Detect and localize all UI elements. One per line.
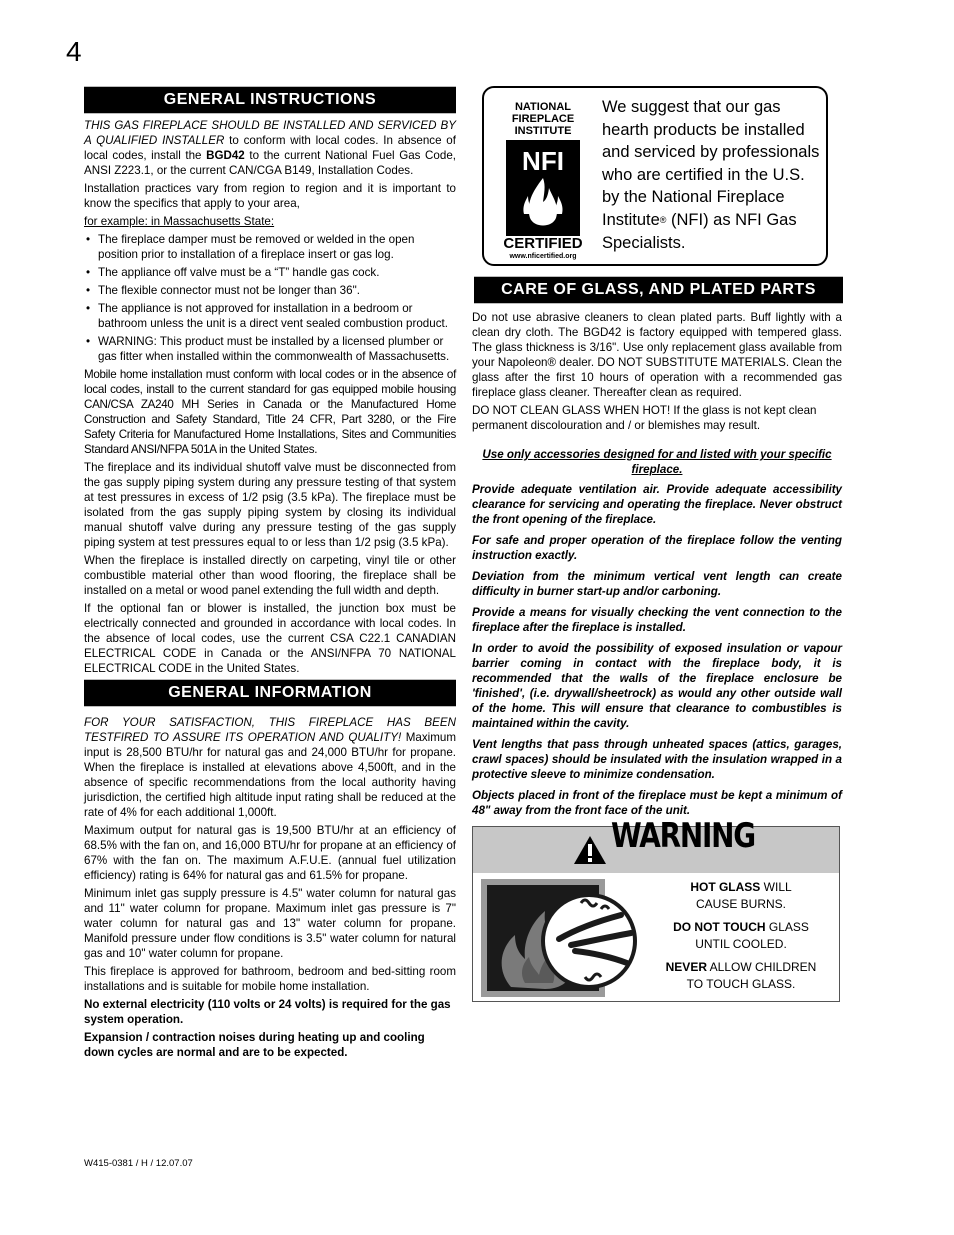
- list-item: • The fireplace damper must be removed or welded in the open position prior to installation of a fireplace insert or gas log.: [84, 232, 456, 262]
- massachusetts-list: [84, 232, 456, 364]
- warning-paragraph: Objects placed in front of the fireplace must be kept a minimum of 48" away from the front face of the unit.: [472, 789, 842, 817]
- electricity-note: No external electricity (110 volts or 24 volts) is required for the gas system operation.: [84, 998, 451, 1026]
- noise-note: Expansion / contraction noises during heating up and cooling down cycles are normal and are to be expected.: [84, 1031, 425, 1059]
- warning-title: WARNING: [611, 816, 755, 856]
- warning-panel: [473, 873, 839, 1001]
- satisfaction-paragraph: FOR YOUR SATISFACTION, THIS FIREPLACE HAS BEEN TESTFIRED TO ASSURE ITS OPERATION AND QUALITY! Maximum input is 28,500 BTU/hr for natural gas and 24,000 BTU/hr for propane. When the fireplace is installed at elevations above 4,500ft, and in the absence of specific recommendations from the local authority having jurisdiction, the certified high altitude input rating shall be reduced at the rate of 4% for each additional 1,000ft.: [84, 716, 456, 819]
- warning-line: DO NOT TOUCH GLASS: [673, 920, 809, 934]
- hot-glass-paragraph: DO NOT CLEAN GLASS WHEN HOT! If the glass is not kept clean permanent discolouration and / or blemishes may result.: [472, 404, 817, 432]
- logo-line-institute: INSTITUTE: [514, 125, 572, 137]
- pressure-paragraph: Minimum inlet gas supply pressure is 4.5" water column for natural gas and 11" water column for propane. Maximum inlet gas pressure is 7" water column for natural gas and 13" water column for propane. Manifold pressure under flow conditions is 3.5" water column for natural gas and 10" water column for propane.: [84, 887, 456, 960]
- warning-line: HOT GLASS WILL: [690, 880, 792, 894]
- logo-url: www.nficertified.org: [509, 253, 577, 260]
- warning-line: NEVER ALLOW CHILDREN: [665, 960, 817, 974]
- list-item: • The appliance off valve must be a “T” handle gas cock.: [84, 265, 456, 280]
- general-instructions-heading: GENERAL INSTRUCTIONS: [84, 86, 456, 114]
- glass-care-paragraph: Do not use abrasive cleaners to clean plated parts. Buff lightly with a clean dry cloth. The BGD42 is factory equipped with tempered glass. The glass thickness is 3/16". Use only replacement glass available from your Napoleon® dealer. DO NOT SUBSTITUTE MATERIALS. Clean the glass after the first 10 hours of operation with a recommended gas fireplace glass cleaner. Thereafter clean as required.: [472, 311, 842, 399]
- logo-certified: CERTIFIED: [503, 235, 583, 252]
- list-item: • WARNING: This product must be installed by a licensed plumber or gas fitter when installed within the commonwealth of Massachusetts.: [84, 334, 456, 364]
- warning-paragraph: Vent lengths that pass through unheated spaces (attics, garages, crawl spaces) should be insulated with the insulation wrapped in a protective sleeve to minimize condensation.: [472, 738, 842, 781]
- logo-mark: NFI: [522, 146, 564, 176]
- warning-paragraph: In order to avoid the possibility of exposed insulation or vapour barrier coming in contact with the fireplace body, it is recommended that the walls of the fireplace enclosure be 'finished', (i.e. drywall/sheetrock) as would any other outside wall of the home. This will ensure that clearance to combustibles is maintained within the cavity.: [472, 642, 842, 730]
- fan-paragraph: If the optional fan or blower is installed, the junction box must be electrically connected and grounded in accordance with local codes. In the absence of local codes, use the current CSA C22.1 CANADIAN ELECTRICAL CODE in Canada or the ANSI/NFPA 70 NATIONAL ELECTRICAL CODE in the United States.: [84, 602, 456, 675]
- warning-paragraph: For safe and proper operation of the fireplace follow the venting instruction exactly.: [472, 534, 842, 562]
- carpet-paragraph: When the fireplace is installed directly on carpeting, vinyl tile or other combustible material other than wood flooring, the fireplace shall be installed on a metal or wood panel extending the full width and depth.: [84, 554, 456, 597]
- page-number: 4: [66, 36, 82, 67]
- mobile-home-paragraph: Mobile home installation must conform with local codes or in the absence of local codes, install to the current standard for gas equipped mobile housing CAN/CSA ZA240 MH Series in Canada or the Manufactured Home Construction and Safety Standard, Title 24 CFR, Part 3280, or the Fire Safety Criteria for Manufactured Home Installations, Sites and Communities Standard ANSI/NFPA 501A in the United States.: [84, 368, 456, 456]
- output-paragraph: Maximum output for natural gas is 19,500 BTU/hr at an efficiency of 68.5% with the fan on, and 16,000 BTU/hr for propane at an efficiency of 67% with the fan on. The maximum A.F.U.E. (annual fuel utilization efficiency) rating is 64% for natural gas and 61.5% for propane.: [84, 824, 456, 882]
- warning-line: TO TOUCH GLASS.: [686, 977, 796, 991]
- list-item: • The appliance is not approved for installation in a bedroom or bathroom unless the unit is a direct vent sealed combustion product.: [84, 301, 456, 331]
- warning-text: [651, 879, 831, 993]
- care-of-glass-heading: CARE OF GLASS, AND PLATED PARTS: [474, 276, 843, 304]
- general-information-heading: GENERAL INFORMATION: [84, 679, 456, 707]
- nfi-message: We suggest that our gas hearth products be installed and serviced by professionals who are certified in the U.S. by the National Fireplace Institute® (NFI) as NFI Gas Specialists.: [602, 98, 820, 252]
- warning-paragraph: Deviation from the minimum vertical vent length can create difficulty in burner start-up and/or carboning.: [472, 570, 842, 598]
- nfi-certification-box: [482, 86, 828, 266]
- hand-burn-icon: [481, 879, 641, 997]
- warning-line: UNTIL COOLED.: [695, 937, 787, 951]
- practices-paragraph: Installation practices vary from region to region and it is important to know the specifics that apply to your area,: [84, 182, 456, 210]
- warning-paragraph: Provide adequate ventilation air. Provide adequate accessibility clearance for servicing and operating the fireplace. Never obstruct the front opening of the fireplace.: [472, 483, 842, 526]
- shutoff-paragraph: The fireplace and its individual shutoff valve must be disconnected from the gas supply piping system during any pressure testing of that system at test pressures in excess of 1/2 psig (3.5 kPa). The fireplace must be isolated from the gas supply piping system by closing its individual manual shutoff valve during any pressure testing of the gas supply piping system at test pressures equal to or less than 1/2 psig (3.5 kPa).: [84, 461, 456, 549]
- intro-paragraph: THIS GAS FIREPLACE SHOULD BE INSTALLED AND SERVICED BY A QUALIFIED INSTALLER to conform with local codes. In absence of local codes, install the BGD42 to the current National Fuel Gas Code, ANSI Z223.1, or the current CAN/CGA B149, Installation Codes.: [84, 119, 456, 177]
- logo-line-national: NATIONAL: [514, 101, 572, 113]
- example-label: for example: in Massachusetts State:: [84, 215, 275, 228]
- warning-paragraph: Provide a means for visually checking the vent connection to the fireplace after the fireplace is installed.: [472, 606, 842, 634]
- list-item: • The flexible connector must not be longer than 36".: [84, 283, 456, 298]
- nfi-logo: [502, 96, 584, 260]
- left-column: [84, 86, 456, 1063]
- warning-line: CAUSE BURNS.: [695, 897, 787, 911]
- accessories-note: Use only accessories designed for and listed with your specific fireplace.: [482, 448, 832, 476]
- document-footer: W415-0381 / H / 12.07.07: [84, 1158, 193, 1169]
- right-column: [472, 86, 842, 1002]
- warning-triangle-icon: [573, 835, 607, 865]
- hot-glass-warning-label: [472, 816, 840, 1002]
- logo-line-fireplace: FIREPLACE: [511, 113, 575, 125]
- approved-paragraph: This fireplace is approved for bathroom, bedroom and bed-sitting room installations and is suitable for mobile home installation.: [84, 965, 456, 993]
- warning-banner: [473, 816, 839, 873]
